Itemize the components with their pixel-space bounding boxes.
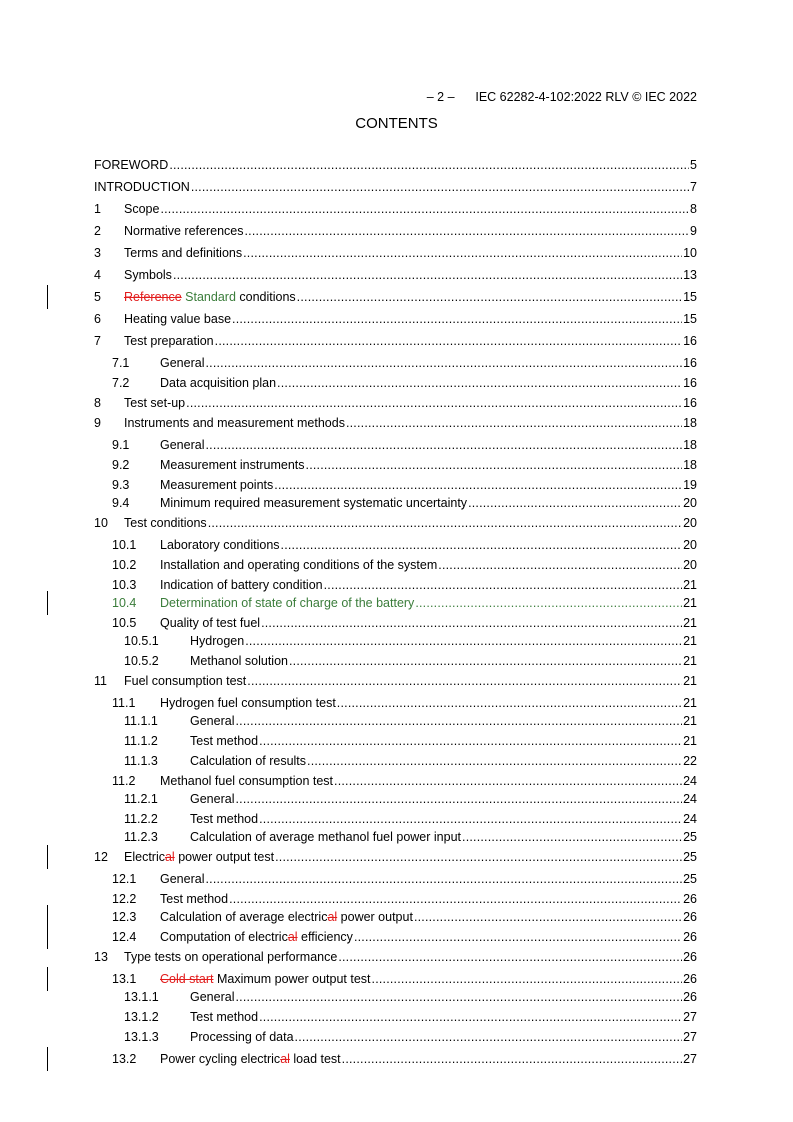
title-text: Determination of state of charge of the battery <box>160 596 415 610</box>
toc-entry-number: 9.2 <box>112 458 130 472</box>
title-text: Test method <box>190 734 259 748</box>
title-text: Type tests on operational performance <box>124 950 338 964</box>
toc-entry[interactable] <box>0 1008 793 1026</box>
toc-page-number: 20 <box>683 538 697 552</box>
toc-page-number: 21 <box>683 696 697 710</box>
toc-entry-title <box>124 310 231 328</box>
title-text: Laboratory conditions <box>160 538 280 552</box>
dot-leader <box>208 514 682 532</box>
toc-page-number: 26 <box>683 950 697 964</box>
toc-entry-title <box>190 632 244 650</box>
toc-entry[interactable] <box>0 672 793 690</box>
toc-page-number: 27 <box>683 1010 697 1024</box>
toc-page-number: 27 <box>683 1030 697 1044</box>
toc-page-number: 16 <box>683 396 697 410</box>
toc-entry[interactable] <box>0 494 793 512</box>
title-text: General <box>160 356 205 370</box>
toc-entry-number: 7 <box>94 334 101 348</box>
page-number: – 2 – <box>426 90 455 104</box>
toc-page-number: 10 <box>683 246 697 260</box>
toc-entry[interactable] <box>0 988 793 1006</box>
toc-entry-title <box>160 772 333 790</box>
toc-entry-number: 12.4 <box>112 930 137 944</box>
title-text: Installation and operating conditions of the system <box>160 558 438 572</box>
title-text: Normative references <box>124 224 244 238</box>
title-text: Methanol fuel consumption test <box>160 774 334 788</box>
toc-entry-number: 3 <box>94 246 101 260</box>
toc-entry-number: 2 <box>94 224 101 238</box>
toc-entry[interactable] <box>0 928 793 946</box>
toc-entry-number: 10.2 <box>112 558 137 572</box>
toc-page-number: 26 <box>683 892 697 906</box>
dot-leader <box>261 614 682 632</box>
dot-leader <box>289 652 682 670</box>
dot-leader <box>229 890 682 908</box>
toc-page-number: 22 <box>683 754 697 768</box>
toc-entry-number: 11.1.2 <box>124 734 158 748</box>
dot-leader <box>334 772 682 790</box>
toc-entry-number: 11 <box>94 674 107 688</box>
toc-entry-title <box>190 988 234 1006</box>
toc-entry[interactable] <box>0 848 793 866</box>
toc-page-number: 21 <box>683 596 697 610</box>
toc-entry-title <box>190 828 461 846</box>
dot-leader <box>277 374 682 392</box>
toc-entry-title <box>124 222 244 240</box>
title-text: efficiency <box>297 930 353 944</box>
title-text: Scope <box>124 202 160 216</box>
title-text: Power cycling electric <box>160 1052 281 1066</box>
toc-entry-number: 9.3 <box>112 478 130 492</box>
title-text: Measurement points <box>160 478 274 492</box>
dot-leader <box>235 790 682 808</box>
toc-entry[interactable] <box>0 790 793 808</box>
toc-entry-number: 7.1 <box>112 356 130 370</box>
page-header <box>420 76 697 104</box>
toc-entry[interactable] <box>0 810 793 828</box>
toc-page-number: 21 <box>683 714 697 728</box>
title-text: General <box>160 438 205 452</box>
title-text: Fuel consumption test <box>124 674 247 688</box>
toc-entry-number: 10.5 <box>112 616 137 630</box>
toc-entry-title <box>124 266 172 284</box>
title-text: General <box>190 990 235 1004</box>
toc-entry-number: 11.1 <box>112 696 136 710</box>
toc-entry[interactable] <box>0 652 793 670</box>
title-text: General <box>160 872 205 886</box>
title-text: Test method <box>190 1010 259 1024</box>
toc-entry[interactable] <box>0 414 793 432</box>
toc-entry-number: 9 <box>94 416 101 430</box>
toc-entry-number: 10.1 <box>112 538 137 552</box>
dot-leader <box>205 436 682 454</box>
dot-leader <box>169 156 689 174</box>
toc-page-number: 21 <box>683 734 697 748</box>
dot-leader <box>414 908 682 926</box>
toc-entry[interactable] <box>0 456 793 474</box>
toc-page-number: 21 <box>683 634 697 648</box>
toc-entry-title <box>160 594 414 612</box>
toc-entry-title <box>160 556 437 574</box>
toc-entry[interactable] <box>0 374 793 392</box>
toc-entry-title <box>124 672 246 690</box>
toc-entry-title <box>160 1050 341 1068</box>
dot-leader <box>354 928 682 946</box>
dot-leader <box>415 594 682 612</box>
dot-leader <box>215 332 682 350</box>
toc-page-number: 26 <box>683 930 697 944</box>
dot-leader <box>438 556 682 574</box>
deleted-text: al <box>164 850 175 864</box>
toc-entry[interactable] <box>0 948 793 966</box>
change-bar <box>47 925 48 949</box>
toc-entry-number: 13.1.2 <box>124 1010 159 1024</box>
toc-page-number: 15 <box>683 290 697 304</box>
toc-page-number: 21 <box>683 578 697 592</box>
toc-entry-number: 12.1 <box>112 872 137 886</box>
toc-entry-number: 11.1.1 <box>124 714 158 728</box>
toc-entry-title <box>160 870 204 888</box>
toc-entry-number: 12.2 <box>112 892 137 906</box>
toc-entry-title <box>124 514 207 532</box>
dot-leader <box>259 1008 682 1026</box>
dot-leader <box>337 694 682 712</box>
title-text: Indication of battery condition <box>160 578 323 592</box>
dot-leader <box>295 1028 683 1046</box>
toc-entry-title <box>160 456 305 474</box>
toc-page-number: 25 <box>683 850 697 864</box>
title-text: power output <box>337 910 413 924</box>
title-text: Hydrogen <box>190 634 245 648</box>
deleted-text: al <box>287 930 298 944</box>
toc-entry[interactable] <box>0 576 793 594</box>
toc-entry-number: 10 <box>94 516 108 530</box>
toc-entry-number: 5 <box>94 290 101 304</box>
toc-page-number: 24 <box>683 792 697 806</box>
title-text: Calculation of average methanol fuel power input <box>190 830 462 844</box>
toc-entry-title <box>160 374 276 392</box>
toc-entry[interactable] <box>0 594 793 612</box>
title-text: Test conditions <box>124 516 207 530</box>
title-text: Symbols <box>124 268 172 282</box>
toc-page-number: 15 <box>683 312 697 326</box>
toc-page-number: 18 <box>683 416 697 430</box>
toc-page-number: 19 <box>683 478 697 492</box>
toc-entry-title <box>190 712 234 730</box>
toc-entry-number: 10.5.2 <box>124 654 159 668</box>
toc-entry[interactable] <box>0 732 793 750</box>
dot-leader <box>173 266 682 284</box>
toc-page-number: 13 <box>683 268 697 282</box>
title-text: Data acquisition plan <box>160 376 277 390</box>
toc-page-number: 16 <box>683 356 697 370</box>
dot-leader <box>306 456 683 474</box>
deleted-text: al <box>280 1052 290 1066</box>
dot-leader <box>245 632 682 650</box>
title-text: Minimum required measurement systematic uncertainty <box>160 496 468 510</box>
toc-entry-number: 6 <box>94 312 101 326</box>
title-text: Calculation of results <box>190 754 307 768</box>
toc-page-number: 7 <box>690 180 697 194</box>
toc-entry[interactable] <box>0 266 793 284</box>
toc-entry-title <box>160 436 204 454</box>
toc-entry-title <box>190 752 306 770</box>
toc-entry[interactable] <box>0 908 793 926</box>
toc-page-number: 26 <box>683 972 697 986</box>
dot-leader <box>259 732 682 750</box>
title-text: General <box>190 792 235 806</box>
toc-entry[interactable] <box>0 870 793 888</box>
toc-entry-title <box>190 1028 294 1046</box>
toc-entry[interactable] <box>0 614 793 632</box>
toc-page-number: 24 <box>683 812 697 826</box>
title-text: Test set-up <box>124 396 186 410</box>
toc-page-number: 16 <box>683 376 697 390</box>
toc-entry[interactable] <box>0 476 793 494</box>
toc-entry-title <box>190 810 258 828</box>
toc-entry-number: 10.3 <box>112 578 137 592</box>
title-text: Electric <box>124 850 165 864</box>
toc-entry-title <box>160 354 204 372</box>
toc-entry[interactable] <box>0 1050 793 1068</box>
toc-page-number: 27 <box>683 1052 697 1066</box>
title-text: Instruments and measurement methods <box>124 416 345 430</box>
title-text: conditions <box>235 290 296 304</box>
toc-entry-number: 4 <box>94 268 101 282</box>
toc-page-number: 26 <box>683 910 697 924</box>
toc-entry-number: 11.2.3 <box>124 830 158 844</box>
dot-leader <box>307 752 682 770</box>
title-text: Terms and definitions <box>124 246 243 260</box>
title-text: Test preparation <box>124 334 214 348</box>
dot-leader <box>372 970 683 988</box>
toc-entry-number: 11.2 <box>112 774 136 788</box>
toc-entry-title <box>160 536 280 554</box>
toc-entry-number: 13.1 <box>112 972 137 986</box>
dot-leader <box>160 200 689 218</box>
page-title: CONTENTS <box>355 115 438 132</box>
dot-leader <box>338 948 682 966</box>
toc-entry[interactable] <box>0 772 793 790</box>
toc-entry[interactable] <box>0 288 793 306</box>
toc-entry-number: 10.4 <box>112 596 137 610</box>
toc-page-number: 21 <box>683 674 697 688</box>
dot-leader <box>297 288 682 306</box>
toc-entry[interactable] <box>0 536 793 554</box>
title-text: Test method <box>160 892 229 906</box>
toc-entry-number: 7.2 <box>112 376 130 390</box>
toc-page-number: 9 <box>690 224 697 238</box>
change-bar <box>47 285 48 309</box>
toc-entry-title <box>124 848 274 866</box>
toc-entry-title <box>124 948 337 966</box>
dot-leader <box>346 414 682 432</box>
toc-entry-title <box>160 694 336 712</box>
title-text: Heating value base <box>124 312 232 326</box>
change-bar <box>47 845 48 869</box>
toc-entry[interactable] <box>0 200 793 218</box>
toc-entry-number: 8 <box>94 396 101 410</box>
dot-leader <box>324 576 682 594</box>
dot-leader <box>205 870 682 888</box>
dot-leader <box>468 494 682 512</box>
dot-leader <box>342 1050 682 1068</box>
toc-page-number: 18 <box>683 438 697 452</box>
dot-leader <box>235 988 682 1006</box>
toc-entry-title <box>94 156 168 174</box>
toc-entry-title <box>124 200 159 218</box>
dot-leader <box>281 536 683 554</box>
toc-entry[interactable] <box>0 332 793 350</box>
toc-entry-title <box>160 614 260 632</box>
toc-entry-title <box>160 970 371 988</box>
toc-entry-number: 13.2 <box>112 1052 137 1066</box>
toc-entry-number: 13.1.1 <box>124 990 159 1004</box>
title-text: Maximum power output test <box>213 972 371 986</box>
dot-leader <box>186 394 682 412</box>
title-text: load test <box>289 1052 341 1066</box>
toc-entry-number: 11.1.3 <box>124 754 158 768</box>
toc-page-number: 16 <box>683 334 697 348</box>
toc-entry[interactable] <box>0 310 793 328</box>
toc-entry[interactable] <box>0 354 793 372</box>
toc-entry-title <box>190 732 258 750</box>
toc-page-number: 21 <box>683 616 697 630</box>
title-text: Test method <box>190 812 259 826</box>
toc-page-number: 21 <box>683 654 697 668</box>
dot-leader <box>191 178 689 196</box>
dot-leader <box>259 810 682 828</box>
change-bar <box>47 591 48 615</box>
toc-entry-title <box>160 890 228 908</box>
toc-entry[interactable] <box>0 828 793 846</box>
title-text: Hydrogen fuel consumption test <box>160 696 336 710</box>
toc-entry[interactable] <box>0 1028 793 1046</box>
toc-page-number: 20 <box>683 496 697 510</box>
toc-entry-title <box>94 178 190 196</box>
dot-leader <box>275 848 682 866</box>
toc-entry-title <box>124 244 242 262</box>
toc-entry-number: 10.5.1 <box>124 634 159 648</box>
dot-leader <box>245 222 690 240</box>
toc-entry[interactable] <box>0 514 793 532</box>
toc-page-number: 24 <box>683 774 697 788</box>
toc-page-number: 25 <box>683 872 697 886</box>
toc-entry-title <box>160 476 273 494</box>
dot-leader <box>462 828 682 846</box>
toc-entry[interactable] <box>0 156 793 174</box>
toc-entry[interactable] <box>0 394 793 412</box>
toc-entry-number: 13 <box>94 950 108 964</box>
title-text: Processing of data <box>190 1030 294 1044</box>
dot-leader <box>243 244 682 262</box>
toc-entry-number: 11.2.1 <box>124 792 158 806</box>
toc-entry-number: 9.1 <box>112 438 130 452</box>
toc-entry[interactable] <box>0 970 793 988</box>
toc-entry[interactable] <box>0 752 793 770</box>
dot-leader <box>232 310 682 328</box>
toc-entry-title <box>124 414 345 432</box>
dot-leader <box>235 712 682 730</box>
toc-page-number: 20 <box>683 558 697 572</box>
toc-entry-number: 12.3 <box>112 910 137 924</box>
title-text: power output test <box>174 850 275 864</box>
toc-page-number: 26 <box>683 990 697 1004</box>
toc-entry-title <box>124 288 296 306</box>
toc-entry-title <box>124 394 185 412</box>
toc-entry[interactable] <box>0 694 793 712</box>
standard-id: IEC 62282-4-102:2022 RLV © IEC 2022 <box>475 90 697 104</box>
toc-entry-title <box>190 790 234 808</box>
title-text: INTRODUCTION <box>94 180 190 194</box>
dot-leader <box>274 476 682 494</box>
title-text: Computation of electric <box>160 930 288 944</box>
toc-entry-title <box>160 908 413 926</box>
toc-entry[interactable] <box>0 632 793 650</box>
toc-entry[interactable] <box>0 436 793 454</box>
toc-page-number: 5 <box>690 158 697 172</box>
deleted-text: Reference <box>124 290 182 304</box>
toc-entry[interactable] <box>0 712 793 730</box>
toc-page-number: 8 <box>690 202 697 216</box>
toc-entry-number: 11.2.2 <box>124 812 158 826</box>
toc-entry-title <box>190 652 288 670</box>
toc-entry-number: 12 <box>94 850 108 864</box>
toc-page-number: 25 <box>683 830 697 844</box>
toc-page-number: 18 <box>683 458 697 472</box>
toc-entry[interactable] <box>0 244 793 262</box>
title-text: Measurement instruments <box>160 458 305 472</box>
toc-entry-title <box>160 576 323 594</box>
inserted-text: Standard <box>185 290 236 304</box>
toc-entry-number: 13.1.3 <box>124 1030 159 1044</box>
title-text: General <box>190 714 235 728</box>
deleted-text: al <box>327 910 338 924</box>
toc-entry-title <box>190 1008 258 1026</box>
toc-page-number: 20 <box>683 516 697 530</box>
title-text: Calculation of average electric <box>160 910 328 924</box>
toc-entry-number: 1 <box>94 202 101 216</box>
change-bar <box>47 1047 48 1071</box>
deleted-text: Cold start <box>160 972 214 986</box>
title-text: FOREWORD <box>94 158 169 172</box>
toc-entry-number: 9.4 <box>112 496 130 510</box>
dot-leader <box>205 354 682 372</box>
dot-leader <box>247 672 682 690</box>
toc-entry[interactable] <box>0 222 793 240</box>
toc-entry-title <box>160 494 467 512</box>
toc-entry[interactable] <box>0 556 793 574</box>
toc-entry-title <box>124 332 214 350</box>
toc-entry-title <box>160 928 353 946</box>
toc-entry[interactable] <box>0 890 793 908</box>
title-text: Methanol solution <box>190 654 288 668</box>
toc-entry[interactable] <box>0 178 793 196</box>
title-text: Quality of test fuel <box>160 616 261 630</box>
